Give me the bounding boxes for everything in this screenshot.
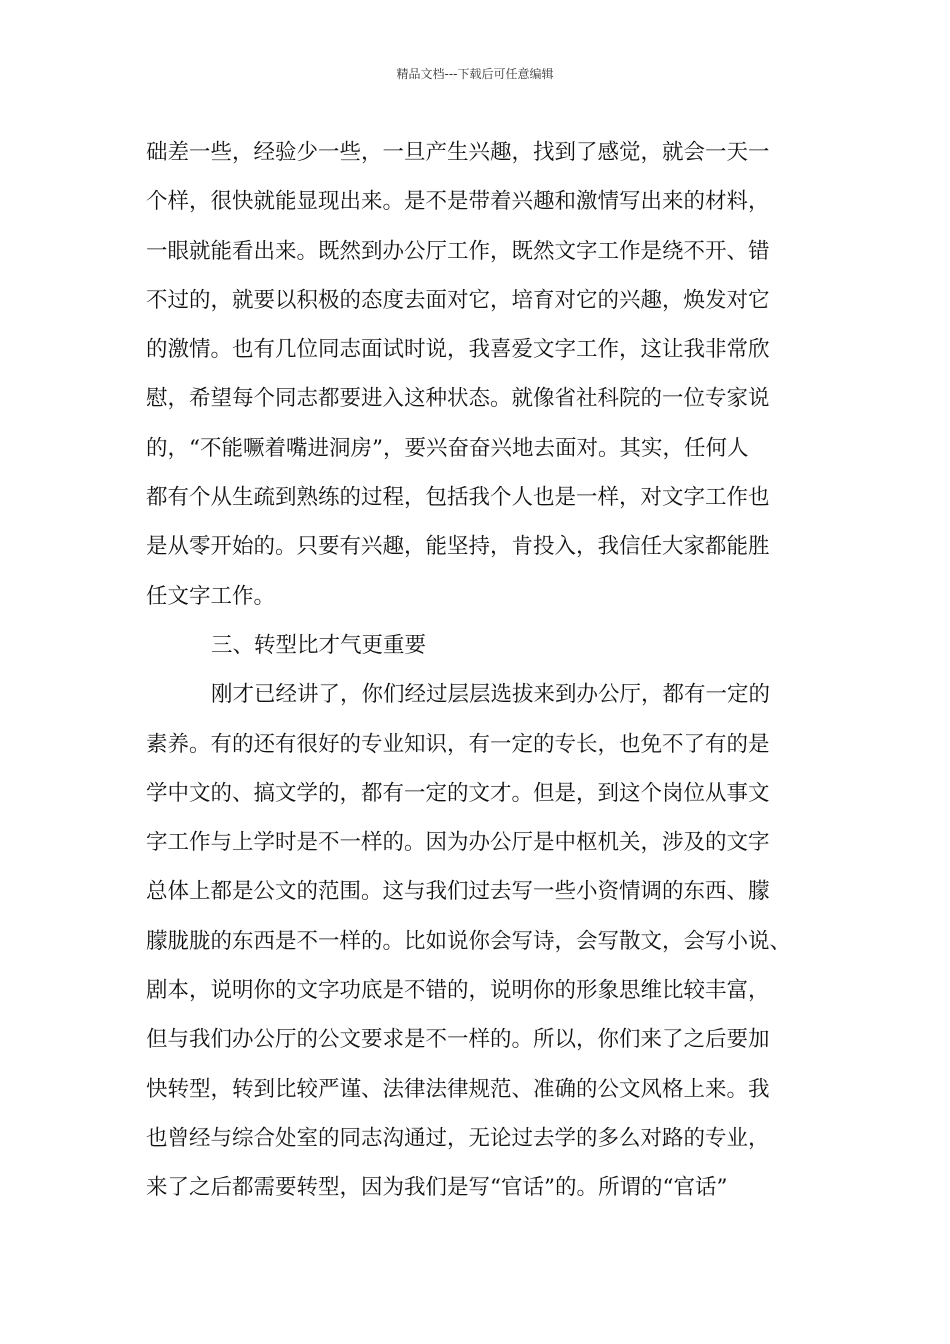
page-header: 精品文档---下载后可任意编辑 — [396, 67, 554, 81]
section-heading: 三、转型比才气更重要 — [211, 632, 427, 658]
text-line: 字工作与上学时是不一样的。因为办公厅是中枢机关，涉及的文字 — [146, 830, 770, 856]
text-line: 一眼就能看出来。既然到办公厅工作，既然文字工作是绕不开、错 — [146, 238, 770, 264]
text-line: 是从零开始的。只要有兴趣，能坚持，肯投入，我信任大家都能胜 — [146, 534, 770, 560]
text-line: 个样，很快就能显现出来。是不是带着兴趣和激情写出来的材料， — [146, 189, 770, 215]
text-line: 朦胧胧的东西是不一样的。比如说你会写诗，会写散文，会写小说、 — [146, 928, 792, 954]
text-line: 但与我们办公厅的公文要求是不一样的。所以，你们来了之后要加 — [146, 1027, 770, 1053]
text-line: 慰，希望每个同志都要进入这种状态。就像省社科院的一位专家说 — [146, 386, 770, 412]
text-line: 的激情。也有几位同志面试时说，我喜爱文字工作，这让我非常欣 — [146, 337, 770, 363]
text-line: 学中文的、搞文学的，都有一定的文才。但是，到这个岗位从事文 — [146, 780, 770, 806]
text-line: 都有个从生疏到熟练的过程，包括我个人也是一样，对文字工作也 — [146, 485, 770, 511]
text-line: 来了之后都需要转型，因为我们是写“官话”的。所谓的“官话” — [146, 1175, 728, 1201]
document-body — [146, 128, 822, 1213]
text-line: 剧本，说明你的文字功底是不错的，说明你的形象思维比较丰富， — [146, 978, 770, 1004]
text-line: 的，“不能噘着嘴进洞房”，要兴奋奋兴地去面对。其实，任何人 — [146, 435, 749, 461]
text-line: 不过的，就要以积极的态度去面对它，培育对它的兴趣，焕发对它 — [146, 287, 770, 313]
text-line: 也曾经与综合处室的同志沟通过，无论过去学的多么对路的专业， — [146, 1125, 770, 1151]
text-line: 快转型，转到比较严谨、法律法律规范、准确的公文风格上来。我 — [146, 1076, 770, 1102]
text-line: 总体上都是公文的范围。这与我们过去写一些小资情调的东西、朦 — [146, 879, 770, 905]
text-line: 素养。有的还有很好的专业知识，有一定的专长，也免不了有的是 — [146, 731, 770, 757]
text-line: 刚才已经讲了，你们经过层层选拔来到办公厅，都有一定的 — [211, 682, 771, 708]
text-line: 任文字工作。 — [146, 583, 276, 609]
text-line: 础差一些，经验少一些，一旦产生兴趣，找到了感觉，就会一天一 — [146, 140, 770, 165]
